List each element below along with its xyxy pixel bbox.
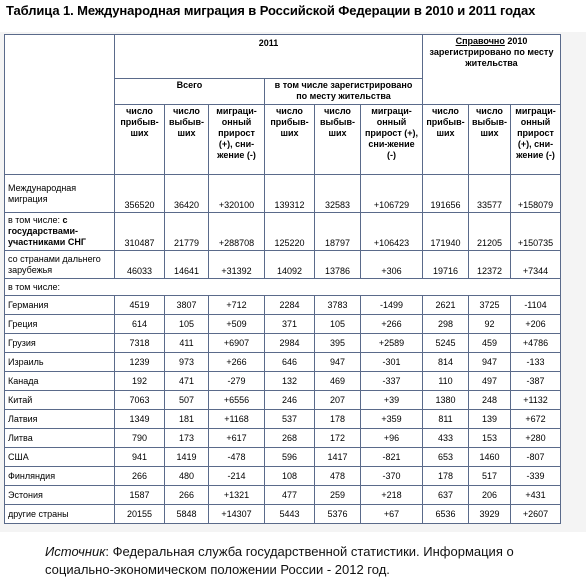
- header-arrivals-total: число прибыв-ших: [115, 105, 165, 175]
- value-cell: -279: [209, 372, 265, 391]
- country-label: Латвия: [5, 410, 115, 429]
- value-cell: 433: [423, 429, 469, 448]
- value-cell: 192: [115, 372, 165, 391]
- value-cell: 1460: [469, 448, 511, 467]
- value-cell: -370: [361, 467, 423, 486]
- value-cell: -807: [511, 448, 561, 467]
- value-cell: 12372: [469, 251, 511, 279]
- country-row: [5, 505, 561, 524]
- header-ref-year: 2010: [504, 36, 528, 46]
- value-cell: 92: [469, 315, 511, 334]
- header-net-total: миграци-онный прирост (+), сни-жение (-): [209, 105, 265, 175]
- value-cell: -214: [209, 467, 265, 486]
- value-cell: 2621: [423, 296, 469, 315]
- value-cell: 5245: [423, 334, 469, 353]
- value-cell: 33577: [469, 175, 511, 213]
- value-cell: +6907: [209, 334, 265, 353]
- value-cell: 3807: [165, 296, 209, 315]
- value-cell: 1417: [315, 448, 361, 467]
- value-cell: 653: [423, 448, 469, 467]
- value-cell: 171940: [423, 213, 469, 251]
- country-label: другие страны: [5, 505, 115, 524]
- country-label: Эстония: [5, 486, 115, 505]
- header-arrivals-registered: число прибыв-ших: [265, 105, 315, 175]
- value-cell: 2984: [265, 334, 315, 353]
- value-cell: +150735: [511, 213, 561, 251]
- value-cell: +2607: [511, 505, 561, 524]
- value-cell: 471: [165, 372, 209, 391]
- value-cell: +31392: [209, 251, 265, 279]
- header-blank-cell: [5, 35, 115, 175]
- row-label-text: Международная миграция: [8, 182, 77, 204]
- value-cell: 153: [469, 429, 511, 448]
- header-net-2010: миграци-онный прирост (+), сни-жение (-): [511, 105, 561, 175]
- value-cell: +672: [511, 410, 561, 429]
- value-cell: 1587: [115, 486, 165, 505]
- header-registered: в том числе зарегистрировано по месту жительства: [265, 79, 423, 105]
- migration-table: [4, 34, 561, 524]
- value-cell: +218: [361, 486, 423, 505]
- value-cell: +712: [209, 296, 265, 315]
- row-label-text: с государствами-участниками СНГ: [8, 215, 86, 247]
- value-cell: 266: [115, 467, 165, 486]
- value-cell: 266: [165, 486, 209, 505]
- value-cell: 105: [165, 315, 209, 334]
- value-cell: 947: [315, 353, 361, 372]
- summary-row: [5, 175, 561, 213]
- value-cell: +1132: [511, 391, 561, 410]
- country-row: [5, 467, 561, 486]
- value-cell: 3725: [469, 296, 511, 315]
- header-ref-sub: зарегистрировано по месту жительства: [429, 47, 554, 68]
- value-cell: +320100: [209, 175, 265, 213]
- header-net-registered: миграци-онный прирост (+), сни-жение (-): [361, 105, 423, 175]
- value-cell: +4786: [511, 334, 561, 353]
- value-cell: 478: [315, 467, 361, 486]
- value-cell: 2284: [265, 296, 315, 315]
- value-cell: 46033: [115, 251, 165, 279]
- country-label: Финляндия: [5, 467, 115, 486]
- value-cell: +509: [209, 315, 265, 334]
- value-cell: 259: [315, 486, 361, 505]
- country-label: США: [5, 448, 115, 467]
- value-cell: -301: [361, 353, 423, 372]
- value-cell: 248: [469, 391, 511, 410]
- value-cell: 596: [265, 448, 315, 467]
- section-row: [5, 279, 561, 296]
- value-cell: 310487: [115, 213, 165, 251]
- value-cell: +306: [361, 251, 423, 279]
- value-cell: -821: [361, 448, 423, 467]
- value-cell: +96: [361, 429, 423, 448]
- value-cell: 21205: [469, 213, 511, 251]
- value-cell: 5443: [265, 505, 315, 524]
- value-cell: 246: [265, 391, 315, 410]
- value-cell: 7063: [115, 391, 165, 410]
- value-cell: 646: [265, 353, 315, 372]
- value-cell: 132: [265, 372, 315, 391]
- value-cell: 298: [423, 315, 469, 334]
- country-row: [5, 391, 561, 410]
- value-cell: +14307: [209, 505, 265, 524]
- value-cell: 36420: [165, 175, 209, 213]
- source-label: Источник: [45, 544, 106, 559]
- value-cell: 4519: [115, 296, 165, 315]
- value-cell: +158079: [511, 175, 561, 213]
- value-cell: 181: [165, 410, 209, 429]
- row-label-prefix: в том числе:: [8, 215, 63, 225]
- country-row: [5, 372, 561, 391]
- value-cell: 411: [165, 334, 209, 353]
- value-cell: 178: [423, 467, 469, 486]
- value-cell: +39: [361, 391, 423, 410]
- value-cell: +359: [361, 410, 423, 429]
- header-departures-total: число выбыв-ших: [165, 105, 209, 175]
- row-label: [5, 251, 115, 279]
- header-total: Всего: [115, 79, 265, 105]
- country-label: Китай: [5, 391, 115, 410]
- value-cell: 469: [315, 372, 361, 391]
- value-cell: +431: [511, 486, 561, 505]
- value-cell: 268: [265, 429, 315, 448]
- value-cell: 172: [315, 429, 361, 448]
- section-label: в том числе:: [5, 279, 561, 296]
- country-row: [5, 429, 561, 448]
- country-label: Греция: [5, 315, 115, 334]
- value-cell: +1168: [209, 410, 265, 429]
- value-cell: 497: [469, 372, 511, 391]
- value-cell: 973: [165, 353, 209, 372]
- country-row: [5, 353, 561, 372]
- value-cell: 3929: [469, 505, 511, 524]
- value-cell: 18797: [315, 213, 361, 251]
- value-cell: 19716: [423, 251, 469, 279]
- header-row-1: [5, 35, 561, 79]
- value-cell: 5848: [165, 505, 209, 524]
- value-cell: 14641: [165, 251, 209, 279]
- value-cell: 1349: [115, 410, 165, 429]
- value-cell: +288708: [209, 213, 265, 251]
- value-cell: 1380: [423, 391, 469, 410]
- value-cell: 477: [265, 486, 315, 505]
- value-cell: 20155: [115, 505, 165, 524]
- value-cell: 14092: [265, 251, 315, 279]
- country-label: Грузия: [5, 334, 115, 353]
- value-cell: 480: [165, 467, 209, 486]
- country-row: [5, 448, 561, 467]
- value-cell: +106423: [361, 213, 423, 251]
- row-label: [5, 175, 115, 213]
- header-departures-registered: число выбыв-ших: [315, 105, 361, 175]
- value-cell: +280: [511, 429, 561, 448]
- value-cell: 507: [165, 391, 209, 410]
- value-cell: 139: [469, 410, 511, 429]
- value-cell: -1499: [361, 296, 423, 315]
- value-cell: 1419: [165, 448, 209, 467]
- value-cell: 371: [265, 315, 315, 334]
- value-cell: -387: [511, 372, 561, 391]
- value-cell: -337: [361, 372, 423, 391]
- value-cell: 108: [265, 467, 315, 486]
- value-cell: 139312: [265, 175, 315, 213]
- value-cell: 207: [315, 391, 361, 410]
- value-cell: 814: [423, 353, 469, 372]
- value-cell: -339: [511, 467, 561, 486]
- value-cell: 1239: [115, 353, 165, 372]
- value-cell: 178: [315, 410, 361, 429]
- value-cell: 191656: [423, 175, 469, 213]
- value-cell: 537: [265, 410, 315, 429]
- value-cell: 395: [315, 334, 361, 353]
- source-text: : Федеральная служба государственной статистики. Информация о социально-экономическом положении России - 2012 год.: [45, 544, 514, 577]
- header-ref-word: Справочно: [455, 36, 505, 46]
- value-cell: 32583: [315, 175, 361, 213]
- value-cell: +266: [209, 353, 265, 372]
- country-row: [5, 334, 561, 353]
- country-label: Литва: [5, 429, 115, 448]
- country-label: Канада: [5, 372, 115, 391]
- value-cell: 947: [469, 353, 511, 372]
- row-label: [5, 213, 115, 251]
- summary-row: [5, 213, 561, 251]
- value-cell: 21779: [165, 213, 209, 251]
- value-cell: 811: [423, 410, 469, 429]
- header-year-2011: 2011: [115, 35, 423, 79]
- value-cell: +2589: [361, 334, 423, 353]
- value-cell: 941: [115, 448, 165, 467]
- value-cell: -133: [511, 353, 561, 372]
- country-row: [5, 315, 561, 334]
- value-cell: +206: [511, 315, 561, 334]
- value-cell: 110: [423, 372, 469, 391]
- value-cell: 3783: [315, 296, 361, 315]
- value-cell: 105: [315, 315, 361, 334]
- table-title: Таблица 1. Международная миграция в Российской Федерации в 2010 и 2011 годах: [6, 3, 536, 18]
- value-cell: 459: [469, 334, 511, 353]
- value-cell: +266: [361, 315, 423, 334]
- header-arrivals-2010: число прибыв-ших: [423, 105, 469, 175]
- country-label: Израиль: [5, 353, 115, 372]
- value-cell: -478: [209, 448, 265, 467]
- value-cell: 7318: [115, 334, 165, 353]
- value-cell: +6556: [209, 391, 265, 410]
- summary-row: [5, 251, 561, 279]
- country-row: [5, 486, 561, 505]
- country-row: [5, 410, 561, 429]
- value-cell: +617: [209, 429, 265, 448]
- value-cell: 125220: [265, 213, 315, 251]
- value-cell: +67: [361, 505, 423, 524]
- value-cell: 13786: [315, 251, 361, 279]
- value-cell: 5376: [315, 505, 361, 524]
- value-cell: -1104: [511, 296, 561, 315]
- value-cell: 356520: [115, 175, 165, 213]
- value-cell: +1321: [209, 486, 265, 505]
- value-cell: 790: [115, 429, 165, 448]
- source-note: [45, 543, 586, 579]
- value-cell: 614: [115, 315, 165, 334]
- value-cell: 173: [165, 429, 209, 448]
- header-departures-2010: число выбыв-ших: [469, 105, 511, 175]
- value-cell: 637: [423, 486, 469, 505]
- value-cell: 6536: [423, 505, 469, 524]
- country-row: [5, 296, 561, 315]
- value-cell: 517: [469, 467, 511, 486]
- header-reference-2010: [423, 35, 561, 105]
- value-cell: 206: [469, 486, 511, 505]
- country-label: Германия: [5, 296, 115, 315]
- row-label-text: со странами дальнего зарубежья: [8, 253, 101, 275]
- value-cell: +7344: [511, 251, 561, 279]
- value-cell: +106729: [361, 175, 423, 213]
